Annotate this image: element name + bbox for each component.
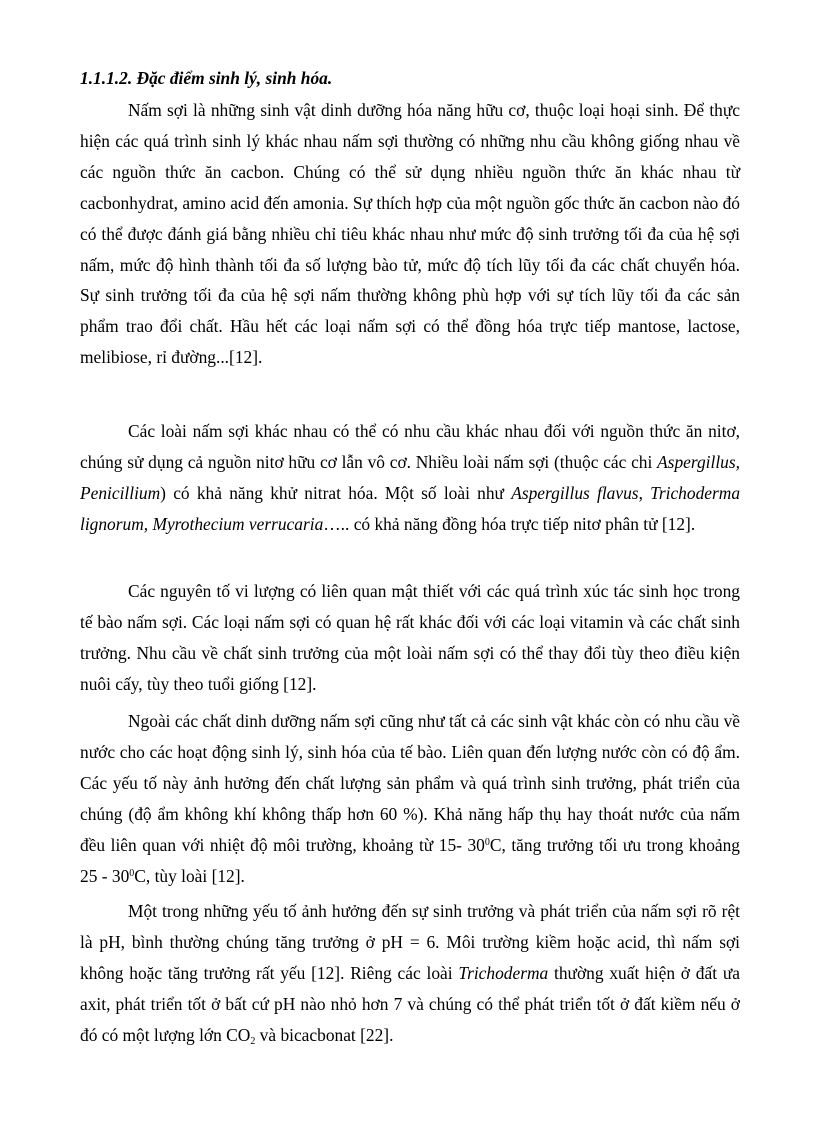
- paragraph-text: Một trong những yếu tố ảnh hưởng đến sự sinh trưởng và phát triển của nấm sợi rõ rệt là pH, bình thường chúng tăng trưởng ở pH = 6. Môi trường kiềm hoặc acid, thì nấm sợi không hoặc tăng trưởng rất yếu [12]. Riêng các loài: [80, 901, 740, 983]
- paragraph-text: C, tùy loài [12].: [134, 865, 245, 886]
- paragraph-text: Các loài nấm sợi khác nhau có thể có nhu cầu khác nhau đối với nguồn thức ăn nitơ, chúng sử dụng cả nguồn nitơ hữu cơ lẫn vô cơ. Nhiều loài nấm sợi (thuộc các chi: [80, 421, 740, 472]
- paragraph-nutrition-carbon: [80, 95, 740, 373]
- paragraph-text: ….. có khả năng đồng hóa trực tiếp nitơ phân tử [12].: [323, 513, 696, 534]
- genus-name: Trichoderma: [458, 962, 549, 983]
- paragraph-text: C, tăng trưởng tối ưu trong khoảng 25 - 30: [80, 834, 740, 886]
- paragraph-text: Nấm sợi là những sinh vật dinh dưỡng hóa năng hữu cơ, thuộc loại hoại sinh. Để thực hiện các quá trình sinh lý khác nhau nấm sợi thường có những nhu cầu không giống nhau về các nguồn thức ăn cacbon. Chúng có thể sử dụng nhiều nguồn thức ăn khác nhau từ cacbonhydrat, amino acid đến amonia. Sự thích hợp của một nguồn gốc thức ăn cacbon nào đó có thể được đánh giá bằng nhiều chỉ tiêu khác nhau như mức độ sinh trưởng tối đa của hệ sợi nấm, mức độ hình thành tối đa số lượng bào tử, mức độ tích lũy tối đa các chất chuyển hóa. Sự sinh trưởng tối đa của hệ sợi nấm thường không phù hợp với sự tích lũy tối đa các sản phẩm trao đổi chất. Hầu hết các loại nấm sợi có thể đồng hóa trực tiếp mantose, lactose, melibiose, rỉ đường...[12].: [80, 100, 740, 368]
- degree-superscript: 0: [129, 867, 135, 879]
- co2-subscript: 2: [250, 1035, 256, 1047]
- paragraph-nutrition-nitrogen: [80, 416, 740, 540]
- paragraph-water-humidity: [80, 706, 740, 891]
- paragraph-text: và bicacbonat [22].: [255, 1024, 394, 1045]
- species-names: Trichoderma lignorum, Myrothecium verrucaria: [80, 482, 741, 534]
- genus-names: Aspergillus, Penicillium: [80, 451, 740, 503]
- species-name: Aspergillus flavus: [511, 482, 639, 503]
- paragraph-trace-elements: [80, 576, 740, 700]
- paragraph-ph: [80, 896, 740, 1051]
- degree-superscript: 0: [484, 836, 490, 848]
- paragraph-text: thường xuất hiện ở đất ưa axit, phát triển tốt ở bất cứ pH nào nhỏ hơn 7 và chúng có thể phát triển tốt ở đất kiềm nếu ở đó có một lượng lớn CO: [80, 962, 740, 1045]
- paragraph-text: Ngoài các chất dinh dưỡng nấm sợi cũng như tất cả các sinh vật khác còn có nhu cầu về nước cho các hoạt động sinh lý, sinh hóa của tế bào. Liên quan đến lượng nước còn có độ ẩm. Các yếu tố này ảnh hưởng đến chất lượng sản phẩm và quá trình sinh trưởng, phát triển của chúng (độ ẩm không khí không thấp hơn 60 %). Khả năng hấp thụ hay thoát nước của nấm đều liên quan với nhiệt độ môi trường, khoảng từ 15- 30: [80, 711, 740, 855]
- paragraph-text: ,: [638, 482, 651, 503]
- paragraph-text: Các nguyên tố vi lượng có liên quan mật thiết với các quá trình xúc tác sinh học trong tế bào nấm sợi. Các loại nấm sợi có quan hệ rất khác đối với các loại vitamin và các chất sinh trưởng. Nhu cầu về chất sinh trưởng của một loài nấm sợi có thể thay đổi tùy theo điều kiện nuôi cấy, tùy theo tuổi giống [12].: [80, 581, 740, 694]
- section-heading: 1.1.1.2. Đặc điểm sinh lý, sinh hóa.: [80, 68, 333, 88]
- paragraph-text: ) có khả năng khử nitrat hóa. Một số loài như: [160, 482, 512, 503]
